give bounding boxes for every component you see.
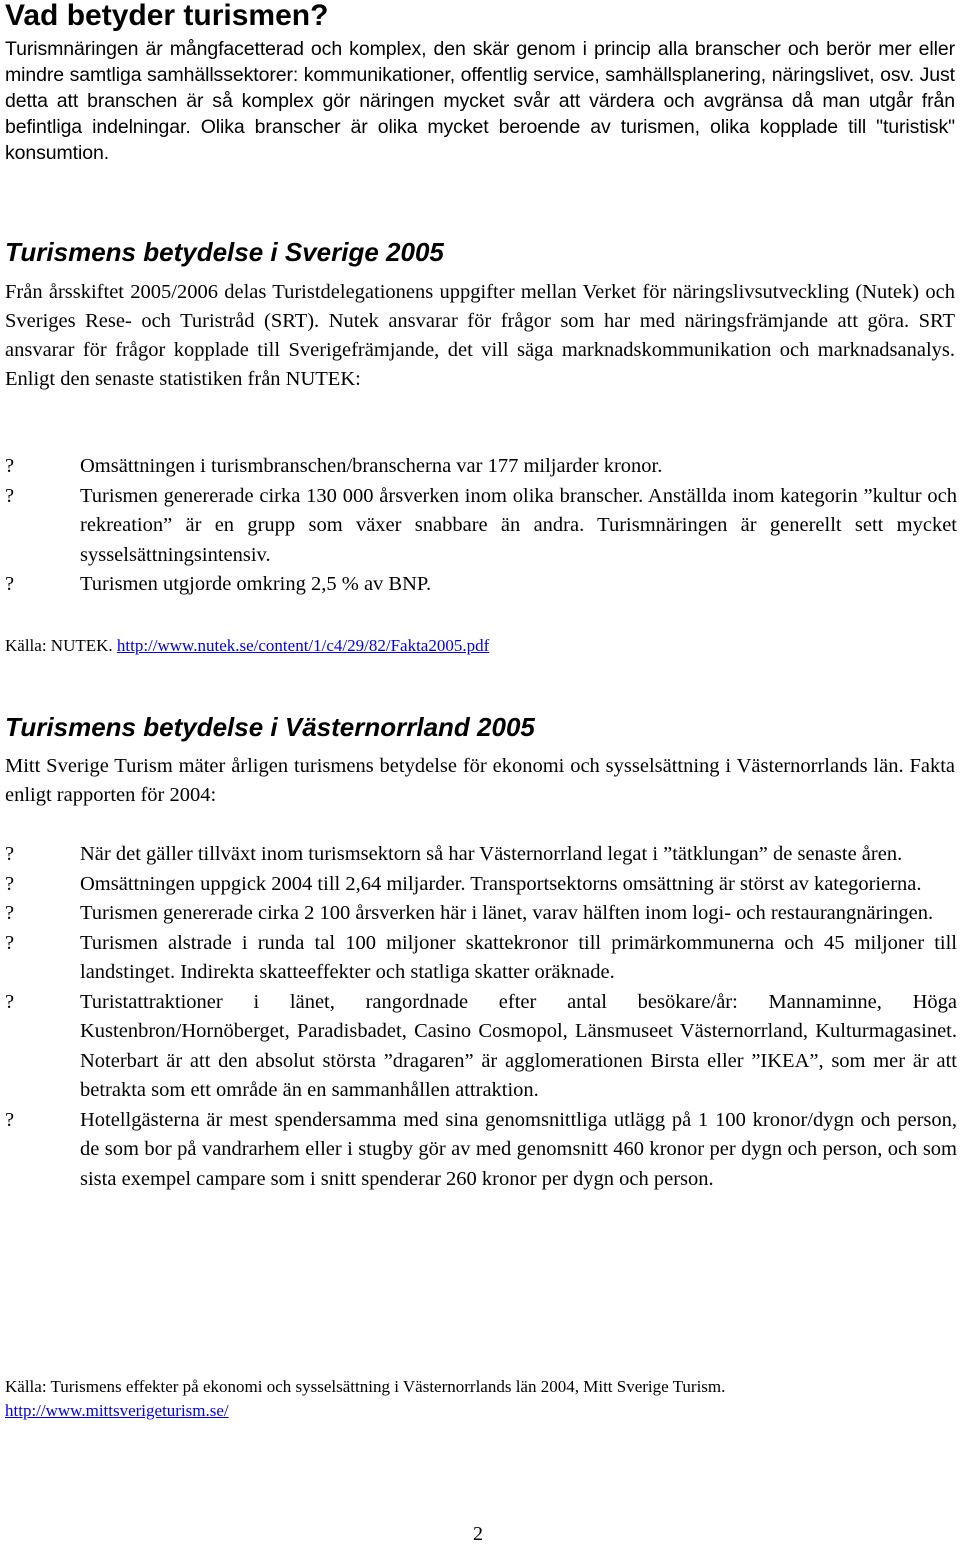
sweden-bullet-list [5, 452, 957, 600]
list-item-text: Omsättningen i turismbranschen/branscherna var 177 miljarder kronor. [80, 455, 663, 477]
vasternorrland-bullet-list [5, 840, 957, 1194]
list-item-text: Turismen utgjorde omkring 2,5 % av BNP. [80, 573, 432, 595]
source-label: Källa: Turismens effekter på ekonomi och sysselsättning i Västernorrlands län 2004, Mitt Sverige Turism. [5, 1377, 726, 1396]
list-item-text: Turismen alstrade i runda tal 100 miljoner skattekronor till primärkommunerna och 45 miljoner till landstinget. Indirekta skatteeffekter och statliga skatter oräknade. [80, 931, 957, 983]
list-item-text: Omsättningen uppgick 2004 till 2,64 miljarder. Transportsektorns omsättning är störst av kategorierna. [80, 872, 922, 895]
list-item-text: Turismen genererade cirka 2 100 årsverken här i länet, varav hälften inom logi- och restaurangnäringen. [80, 902, 934, 924]
bullet-marker: ? [5, 455, 15, 477]
list-item [5, 570, 957, 600]
list-item [5, 482, 957, 571]
bullet-marker: ? [5, 872, 15, 895]
list-item [5, 929, 957, 988]
page-title: Vad betyder turismen? [5, 0, 329, 32]
list-item [5, 870, 957, 900]
bullet-marker: ? [5, 902, 15, 924]
bullet-marker: ? [5, 573, 15, 595]
sweden-source [5, 634, 489, 658]
list-item [5, 452, 957, 482]
nutek-link[interactable]: http://www.nutek.se/content/1/c4/29/82/Fakta2005.pdf [116, 636, 490, 655]
vasternorrland-paragraph: Mitt Sverige Turism mäter årligen turismens betydelse för ekonomi och sysselsättning i Västernorrlands län. Fakta enligt rapporten för 2004: [5, 755, 955, 806]
list-item-text: När det gäller tillväxt inom turismsektorn så har Västernorrland legat i ”tätklungan” de senaste åren. [80, 843, 903, 865]
bullet-marker: ? [5, 1108, 15, 1131]
bullet-marker: ? [5, 843, 15, 865]
list-item [5, 899, 957, 929]
list-item [5, 988, 957, 1106]
bullet-marker: ? [5, 990, 15, 1013]
list-item-text: Turismen genererade cirka 130 000 årsverken inom olika branscher. Anställda inom kategorin ”kultur och rekreation” är en grupp som växer snabbare än andra. Turismnäringen är generellt sett mycket sysselsättningsintensiv. [80, 484, 957, 566]
source-label: Källa: NUTEK. [5, 636, 113, 655]
list-item [5, 840, 957, 870]
intro-paragraph: Turismnäringen är mångfacetterad och komplex, den skär genom i princip alla branscher och berör mer eller mindre samtliga samhällssektorer: kommunikationer, offentlig service, samhällsplanering, näringslivet, osv. Just detta att branschen är så komplex gör näringen mycket svår att värdera och avgränsa då man utgår från befintliga indelningar. Olika branscher är olika mycket beroende av turismen, olika kopplade till "turistisk" konsumtion. [5, 38, 955, 164]
list-item [5, 1106, 957, 1195]
bullet-marker: ? [5, 931, 15, 954]
sweden-paragraph: Från årsskiftet 2005/2006 delas Turistdelegationens uppgifter mellan Verket för näringslivsutveckling (Nutek) och Sveriges Rese- och Turistråd (SRT). Nutek ansvarar för frågor som har med näringsfrämjande att göra. SRT ansvarar för frågor kopplade till Sverigefrämjande, det vill säga marknadskommunikation och marknadsanalys. Enligt den senaste statistiken från NUTEK: [5, 281, 955, 390]
bullet-marker: ? [5, 484, 15, 507]
sweden-heading: Turismens betydelse i Sverige 2005 [5, 237, 444, 267]
vasternorrland-source [5, 1375, 725, 1423]
mittsverigeturism-link[interactable]: http://www.mittsverigeturism.se/ [5, 1401, 229, 1420]
list-item-text: Turistattraktioner i länet, rangordnade efter antal besökare/år: Mannaminne, Höga Kustenbron/Hornöberget, Paradisbadet, Casino Cosmopol, Länsmuseet Västernorrland, Kulturmagasinet. Noterbart är att den absolut största ”dragaren” är agglomerationen Birsta eller ”IKEA”, som mer är att betrakta som ett område än en sammanhållen attraktion. [80, 990, 957, 1101]
vasternorrland-heading: Turismens betydelse i Västernorrland 2005 [5, 712, 535, 742]
list-item-text: Hotellgästerna är mest spendersamma med sina genomsnittliga utlägg på 1 100 kronor/dygn och person, de som bor på vandrarhem eller i stugby gör av med genomsnitt 460 kronor per dygn och person, och som sista exempel campare som i snitt spenderar 260 kronor per dygn och person. [80, 1108, 957, 1190]
page-number: 2 [473, 1523, 483, 1545]
